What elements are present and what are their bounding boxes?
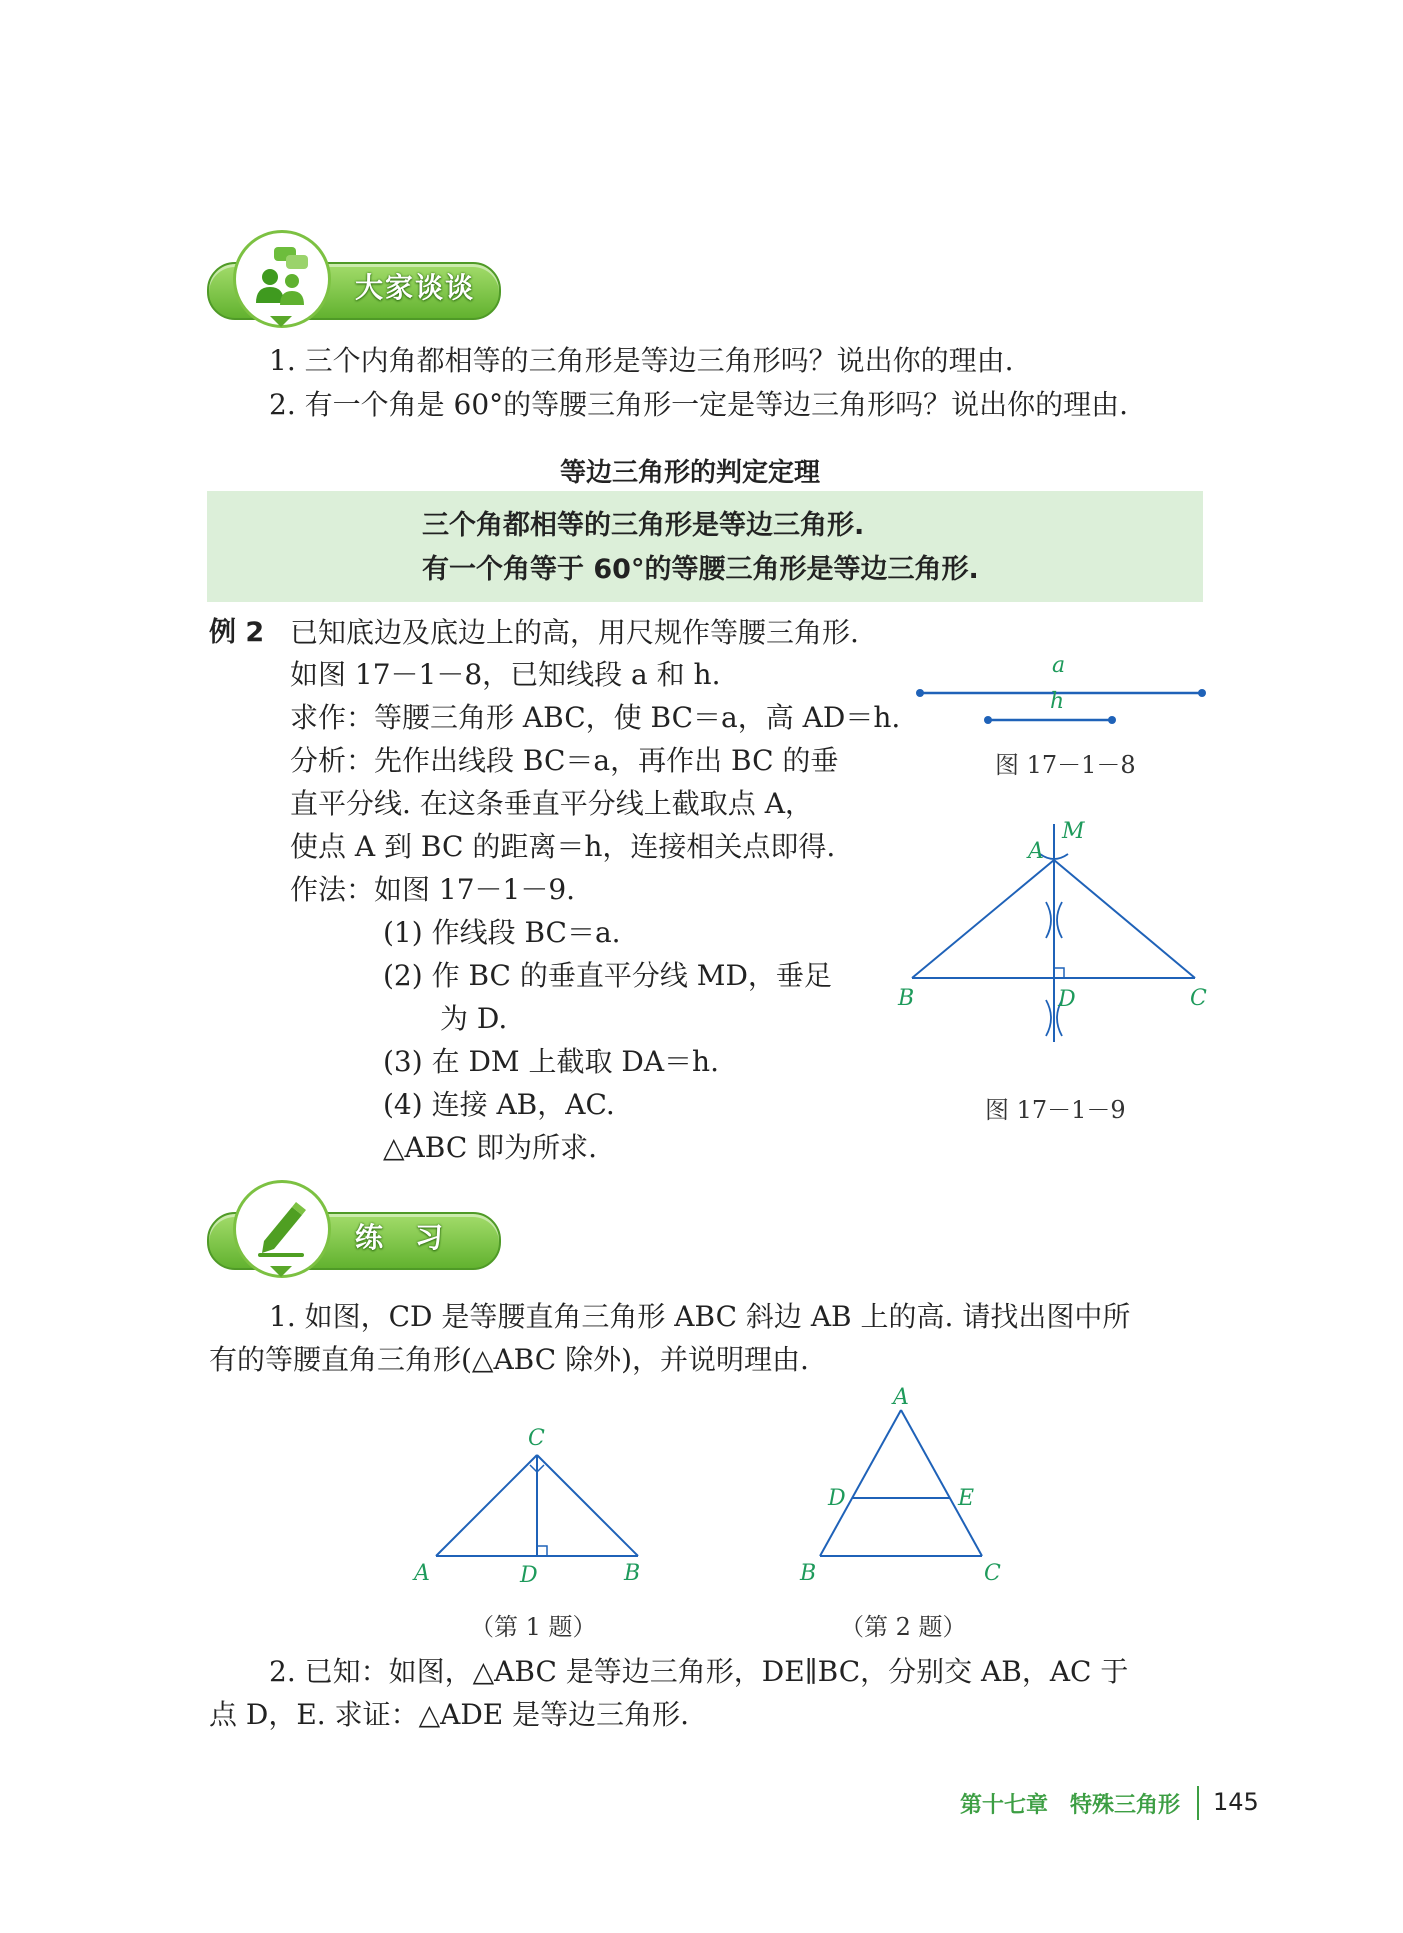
- segment-ac: [1054, 860, 1195, 978]
- step-3: (3) 在 DM 上截取 DA＝h.: [383, 1045, 719, 1078]
- step-1: (1) 作线段 BC＝a.: [383, 916, 621, 949]
- theorem-title: 等边三角形的判定定理: [560, 458, 821, 488]
- arc-lower-left: [1046, 1000, 1051, 1036]
- segment-h-end-right: [1108, 716, 1116, 724]
- q2-label-A: A: [893, 1385, 909, 1410]
- discuss-badge: [233, 230, 331, 328]
- step-4: (4) 连接 AB，AC.: [383, 1088, 615, 1121]
- segment-a-end-right: [1198, 689, 1206, 697]
- pencil-icon: [252, 1197, 312, 1259]
- footer-chapter: 第十七章 特殊三角形: [960, 1793, 1181, 1818]
- fig9-label-A: A: [1028, 839, 1044, 864]
- theorem-line-2: 有一个角等于 60°的等腰三角形是等边三角形.: [422, 554, 979, 585]
- q2-caption: （第 2 题）: [840, 1613, 967, 1641]
- fig8-label-h: h: [1050, 689, 1065, 714]
- discuss-title: 大家谈谈: [355, 271, 476, 304]
- arc-upper-left: [1046, 902, 1051, 938]
- segment-ab: [912, 860, 1054, 978]
- page-number: 145: [1213, 1788, 1259, 1816]
- practice-q1-line-2: 有的等腰直角三角形(△ABC 除外)，并说明理由.: [209, 1343, 809, 1376]
- practice-title: 练 习: [355, 1221, 446, 1254]
- step-2: (2) 作 BC 的垂直平分线 MD，垂足: [383, 959, 832, 992]
- footer-divider: [1197, 1786, 1199, 1820]
- fig9-label-D: D: [1058, 987, 1076, 1012]
- fig8-label-a: a: [1052, 653, 1066, 678]
- arc-upper-right: [1057, 902, 1062, 938]
- q1-label-D: D: [520, 1563, 538, 1588]
- banner-arrow: [270, 316, 292, 327]
- right-angle-mark-d: [1054, 968, 1064, 978]
- practice-q2-line-2: 点 D，E. 求证：△ADE 是等边三角形.: [209, 1698, 690, 1731]
- q1-label-B: B: [624, 1561, 641, 1586]
- figure-question-1: [410, 1420, 660, 1590]
- practice-badge: [233, 1180, 331, 1278]
- segment-h-end-left: [984, 716, 992, 724]
- example-line-7: 作法：如图 17－1－9.: [290, 873, 576, 906]
- theorem-line-1: 三个角都相等的三角形是等边三角形.: [422, 510, 865, 541]
- q2-label-D: D: [828, 1486, 846, 1511]
- q1-caption: （第 1 题）: [470, 1613, 597, 1641]
- q1-segment-ac: [436, 1455, 537, 1556]
- practice-q2-line-1: 2. 已知：如图，△ABC 是等边三角形，DE∥BC，分别交 AB，AC 于: [269, 1655, 1129, 1688]
- example-line-4: 分析：先作出线段 BC＝a，再作出 BC 的垂: [290, 744, 839, 777]
- example-line-6: 使点 A 到 BC 的距离＝h，连接相关点即得.: [290, 830, 836, 863]
- fig8-caption: 图 17－1－8: [995, 751, 1136, 779]
- discuss-item-2: 2. 有一个角是 60°的等腰三角形一定是等边三角形吗？说出你的理由.: [269, 388, 1129, 421]
- fig9-label-C: C: [1190, 986, 1207, 1011]
- segment-a-end-left: [916, 689, 924, 697]
- fig9-label-M: M: [1062, 819, 1085, 844]
- example-line-1: 已知底边及底边上的高，用尺规作等腰三角形.: [290, 616, 859, 649]
- fig9-label-B: B: [898, 986, 915, 1011]
- practice-q1-line-1: 1. 如图，CD 是等腰直角三角形 ABC 斜边 AB 上的高. 请找出图中所: [269, 1300, 1131, 1333]
- discuss-item-1: 1. 三个内角都相等的三角形是等边三角形吗？说出你的理由.: [269, 344, 1014, 377]
- q1-right-angle-d: [537, 1546, 547, 1556]
- figure-question-2: [780, 1378, 1020, 1590]
- figure-17-1-8: [900, 650, 1220, 730]
- q2-label-B: B: [800, 1561, 817, 1586]
- q2-label-C: C: [984, 1561, 1001, 1586]
- example-line-2: 如图 17－1－8，已知线段 a 和 h.: [290, 658, 721, 691]
- q1-segment-bc: [537, 1455, 638, 1556]
- banner-arrow: [270, 1266, 292, 1277]
- q2-segment-ac: [901, 1410, 982, 1556]
- step-2-cont: 为 D.: [440, 1002, 508, 1035]
- people-talking-icon: [252, 247, 312, 309]
- q1-label-A: A: [414, 1561, 430, 1586]
- example-label: 例 2: [209, 617, 265, 648]
- q2-label-E: E: [958, 1486, 975, 1511]
- q1-label-C: C: [528, 1426, 545, 1451]
- fig9-caption: 图 17－1－9: [985, 1096, 1126, 1124]
- q2-segment-ab: [820, 1410, 901, 1556]
- step-conclusion: △ABC 即为所求.: [383, 1131, 598, 1164]
- example-line-3: 求作：等腰三角形 ABC，使 BC＝a，高 AD＝h.: [290, 701, 901, 734]
- figure-17-1-9: [890, 810, 1230, 1060]
- example-line-5: 直平分线. 在这条垂直平分线上截取点 A，: [290, 787, 813, 820]
